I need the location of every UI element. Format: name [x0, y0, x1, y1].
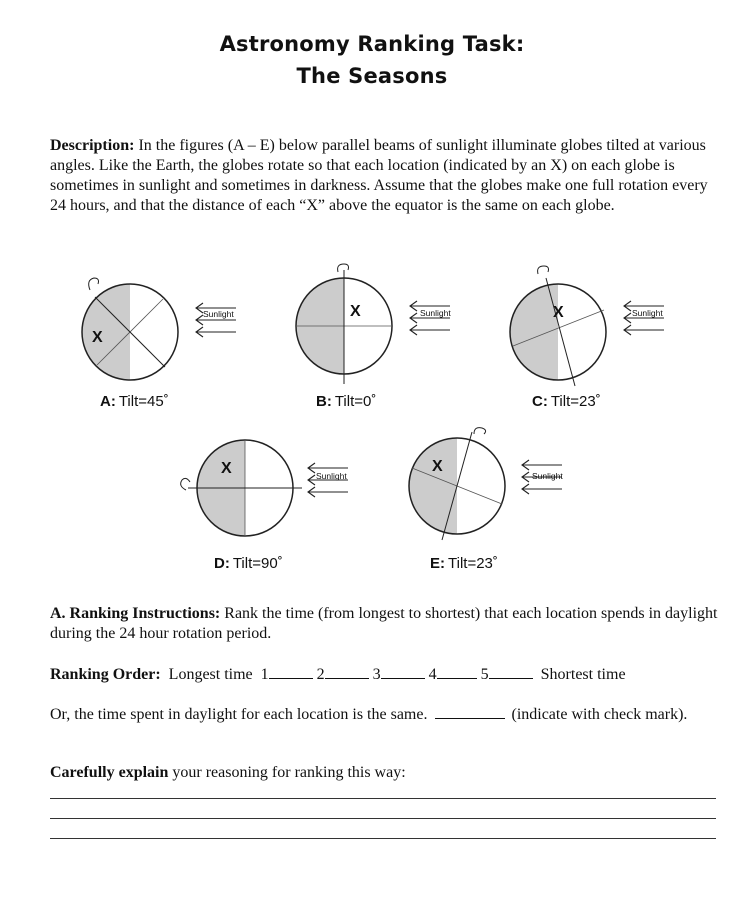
figure-b-label: B: Tilt=0˚: [316, 393, 377, 410]
figure-d: [181, 440, 348, 572]
globe-b-rotation-icon: [338, 264, 349, 272]
description-text: In the figures (A – E) below parallel beams of sunlight illuminate globes tilted at various angles. Like the Earth, the globes rotate so that each location (indicated by an X) on each globe is sometimes in sunlight and sometimes in darkness. Assume that the globes make one full rotation every 24 hours, and that the distance of each “X” above the equator is the same on each globe.: [50, 137, 708, 214]
figure-a: [82, 278, 236, 410]
figure-e-label: E: Tilt=23˚: [430, 555, 498, 572]
globe-a-marker: X: [92, 329, 103, 346]
sunlight-label-c: Sunlight: [632, 308, 663, 318]
sunlight-label-a: Sunlight: [203, 309, 234, 319]
ranking-instructions: [50, 604, 730, 644]
rank-1-blank[interactable]: [269, 664, 313, 679]
globe-e-night-side: [409, 438, 457, 534]
answer-line-1[interactable]: [50, 798, 716, 799]
ranking-order: [50, 664, 626, 684]
explain-text: your reasoning for ranking this way:: [172, 764, 406, 781]
description-label: Description:: [50, 137, 135, 154]
description: [50, 136, 726, 216]
ranking-order-label: Ranking Order:: [50, 666, 161, 683]
page-subtitle: The Seasons: [296, 64, 448, 88]
rank-4-blank[interactable]: [437, 664, 477, 679]
globe-e-rotation-icon: [474, 428, 486, 434]
figure-c-label: C: Tilt=23˚: [532, 393, 601, 410]
sunlight-arrows-b: [410, 301, 450, 335]
shortest-time-label: Shortest time: [540, 666, 626, 683]
sunlight-label-b: Sunlight: [420, 308, 451, 318]
globe-e-marker: X: [432, 458, 443, 475]
rank-4-number: 4: [428, 666, 437, 683]
longest-time-label: Longest time: [168, 666, 253, 683]
sunlight-label-e: Sunlight: [532, 471, 563, 481]
ranking-label: A. Ranking Instructions:: [50, 605, 221, 622]
globe-a-night-side: [82, 284, 130, 380]
answer-line-2[interactable]: [50, 818, 716, 819]
figure-b: [296, 264, 451, 410]
globe-a-rotation-icon: [89, 278, 99, 290]
same-option-check-blank[interactable]: [435, 704, 505, 719]
globe-c-rotation-icon: [538, 266, 549, 274]
ranking-text: Rank the time (from longest to shortest) that each location spends in daylight during the 24 hour rotation period.: [50, 605, 718, 642]
rank-2-number: 2: [316, 666, 325, 683]
figure-a-label: A: Tilt=45˚: [100, 393, 169, 410]
same-option: [50, 704, 730, 725]
rank-1-number: 1: [260, 666, 269, 683]
rank-5-blank[interactable]: [489, 664, 533, 679]
same-option-note: (indicate with check mark).: [511, 706, 688, 723]
globe-c-marker: X: [553, 304, 564, 321]
figure-d-label: D: Tilt=90˚: [214, 555, 283, 572]
explain-prompt: [50, 764, 406, 782]
rank-2-blank[interactable]: [325, 664, 369, 679]
sunlight-label-d: Sunlight: [316, 471, 347, 481]
figure-e: [409, 428, 563, 572]
rank-3-blank[interactable]: [381, 664, 425, 679]
answer-line-3[interactable]: [50, 838, 716, 839]
rank-3-number: 3: [372, 666, 381, 683]
explain-label: Carefully explain: [50, 764, 169, 781]
globe-d-marker: X: [221, 460, 232, 477]
sunlight-arrows-c: [624, 301, 664, 335]
same-option-text: Or, the time spent in daylight for each location is the same.: [50, 706, 428, 723]
globe-b-marker: X: [350, 303, 361, 320]
globe-c-night-side: [510, 284, 558, 380]
page-title: Astronomy Ranking Task:: [219, 32, 525, 56]
rank-5-number: 5: [480, 666, 489, 683]
figure-c: [510, 266, 664, 410]
globe-figures: [0, 250, 744, 590]
